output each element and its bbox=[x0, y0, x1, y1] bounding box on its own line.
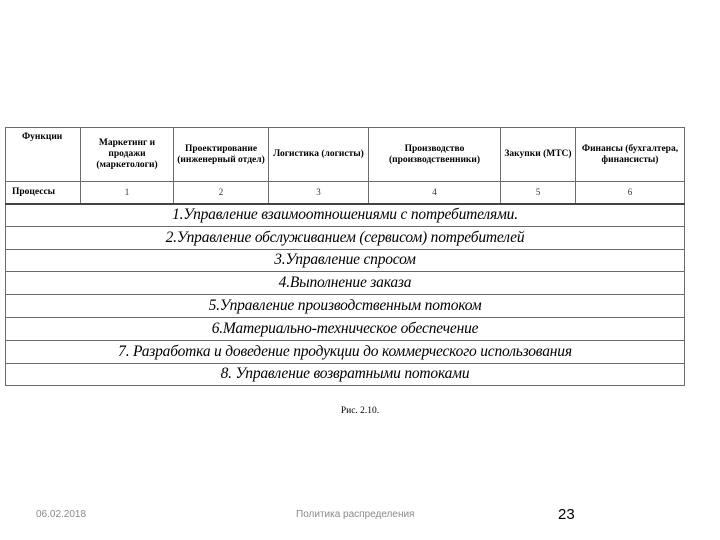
function-number: 4 bbox=[369, 182, 501, 204]
function-header: Производство (производственники) bbox=[369, 128, 501, 182]
process-row bbox=[6, 340, 685, 363]
function-number: 6 bbox=[576, 182, 685, 204]
process-row bbox=[6, 295, 685, 318]
processes-label: Процессы bbox=[6, 182, 81, 204]
process-label: 6.Материально-техническое обеспечение bbox=[6, 317, 685, 340]
function-number: 1 bbox=[81, 182, 174, 204]
numbers-row bbox=[6, 182, 685, 204]
functions-processes-table bbox=[5, 127, 685, 386]
process-row bbox=[6, 363, 685, 386]
process-label: 8. Управление возвратными потоками bbox=[6, 363, 685, 386]
process-row bbox=[6, 204, 685, 227]
process-label: 2.Управление обслуживанием (сервисом) потребителей bbox=[6, 226, 685, 249]
corner-label: Функции bbox=[6, 128, 81, 182]
process-row bbox=[6, 249, 685, 272]
process-row bbox=[6, 272, 685, 295]
process-row bbox=[6, 226, 685, 249]
process-row bbox=[6, 317, 685, 340]
function-number: 3 bbox=[269, 182, 369, 204]
process-label: 3.Управление спросом bbox=[6, 249, 685, 272]
footer-title: Политика распределения bbox=[296, 509, 415, 520]
process-label: 1.Управление взаимоотношениями с потребителями. bbox=[6, 204, 685, 227]
header-row bbox=[6, 128, 685, 182]
function-number: 5 bbox=[501, 182, 576, 204]
function-header: Маркетинг и продажи (маркетологи) bbox=[81, 128, 174, 182]
function-header: Финансы (бухгалтера, финансисты) bbox=[576, 128, 685, 182]
figure-caption: Рис. 2.10. bbox=[340, 406, 380, 416]
function-header: Логистика (логисты) bbox=[269, 128, 369, 182]
function-header: Закупки (МТС) bbox=[501, 128, 576, 182]
function-header: Проектирование (инженерный отдел) bbox=[174, 128, 269, 182]
function-number: 2 bbox=[174, 182, 269, 204]
process-label: 7. Разработка и доведение продукции до коммерческого использования bbox=[6, 340, 685, 363]
process-label: 5.Управление производственным потоком bbox=[6, 295, 685, 318]
footer-date: 06.02.2018 bbox=[36, 509, 87, 520]
page-number: 23 bbox=[558, 506, 575, 523]
process-label: 4.Выполнение заказа bbox=[6, 272, 685, 295]
